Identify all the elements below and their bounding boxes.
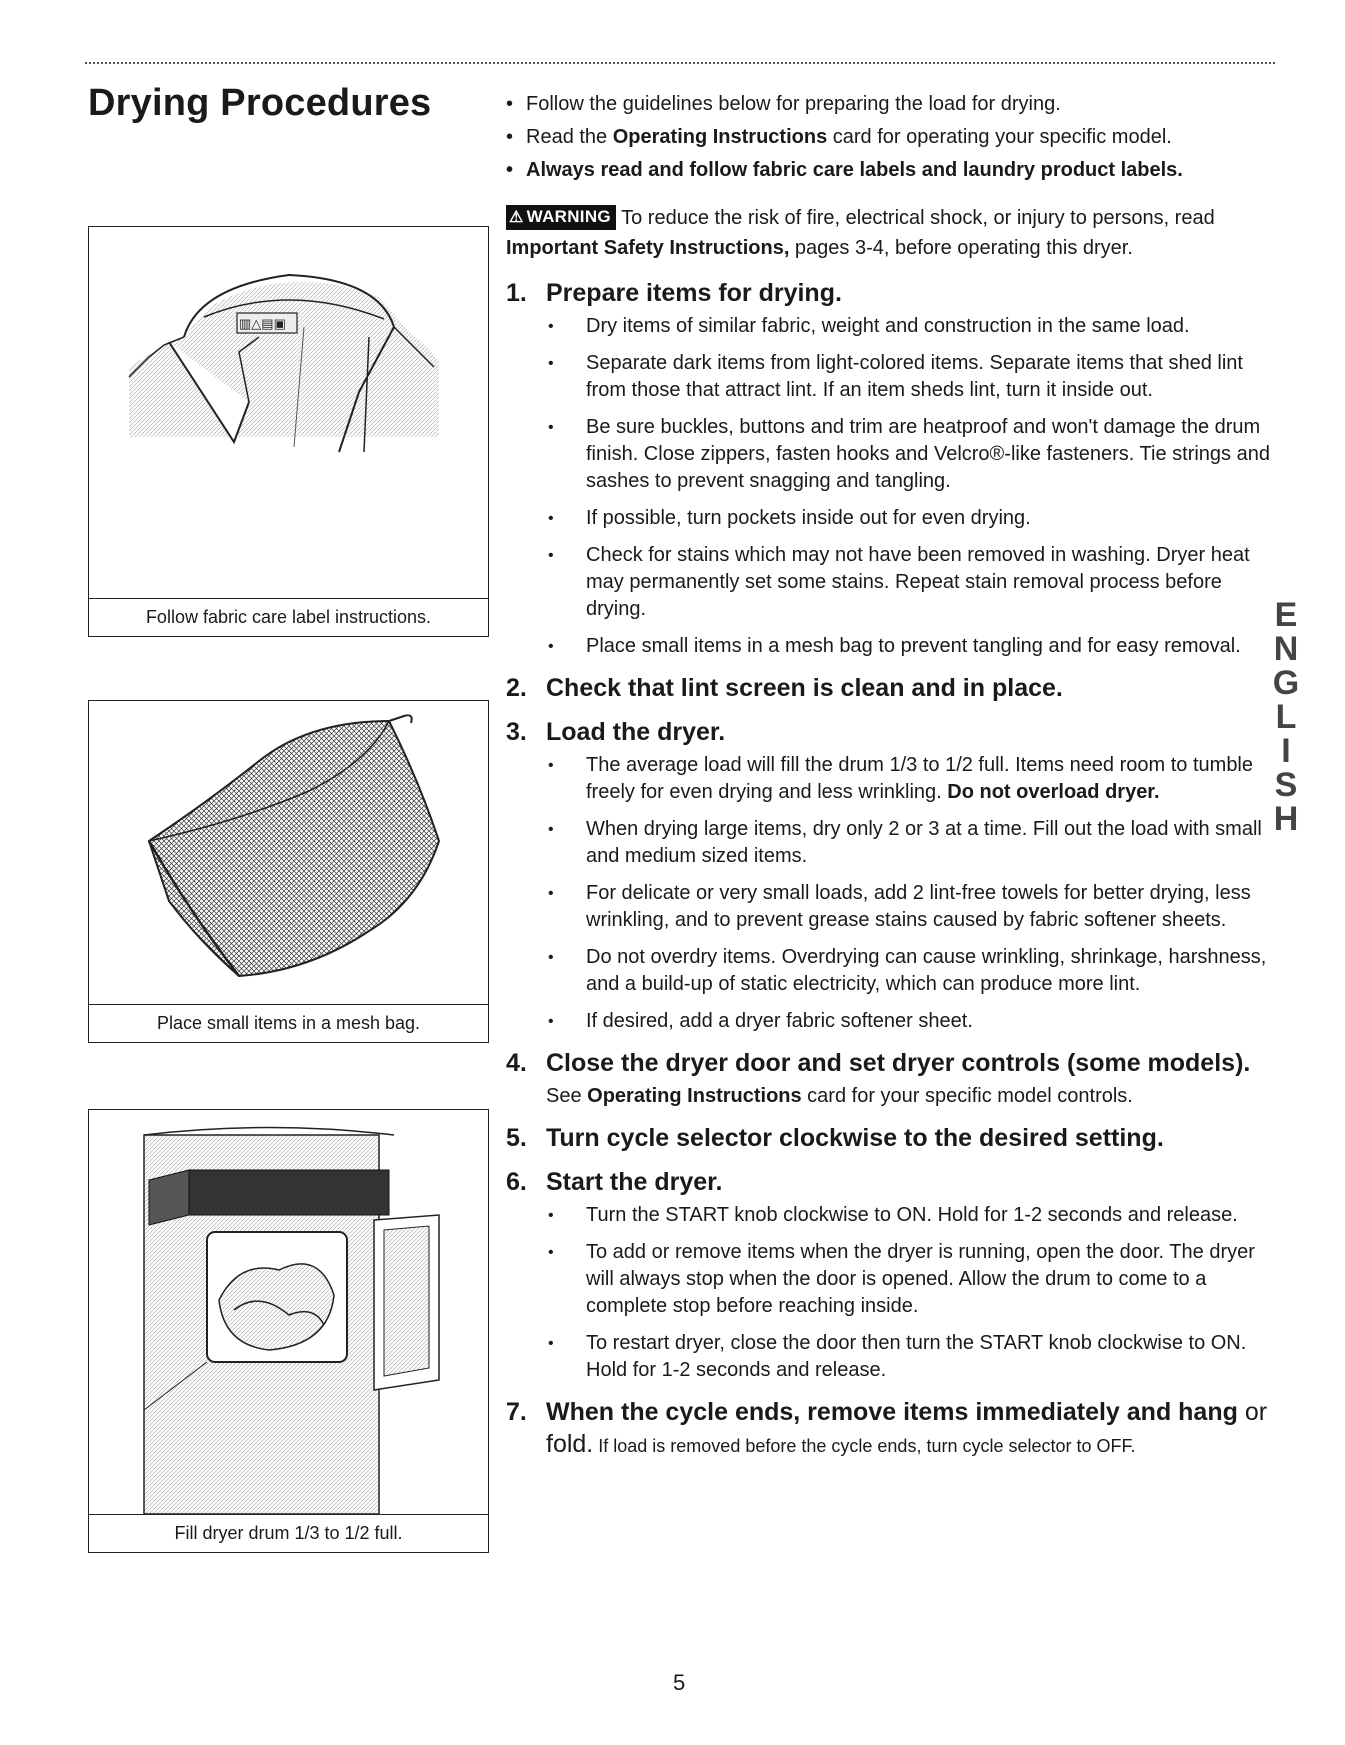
page-number: 5	[673, 1670, 686, 1695]
step-number: 6.	[506, 1168, 527, 1196]
step-4	[506, 1047, 1276, 1110]
list-item: • When drying large items, dry only 2 or 3 at a time. Fill out the load with small and medium sized items.	[546, 816, 1276, 870]
intro-item: • Follow the guidelines below for preparing the load for drying.	[506, 88, 1276, 121]
intro-bold: Operating Instructions	[612, 126, 828, 148]
warning-triangle-icon: ⚠	[509, 209, 524, 226]
list-item: • Separate dark items from light-colored items. Separate items that shed lint from those that attract lint. If an item sheds lint, turn it inside out.	[546, 350, 1276, 404]
step-title: Turn cycle selector clockwise to the desired setting.	[546, 1124, 1164, 1152]
step-number: 1.	[506, 279, 527, 307]
step-bullets	[546, 752, 1276, 1035]
step-2	[506, 672, 1276, 704]
step-6	[506, 1166, 1276, 1384]
figure-caption: Fill dryer drum 1/3 to 1/2 full.	[174, 1523, 403, 1543]
step-3	[506, 716, 1276, 1035]
warning-bold: Important Safety Instructions,	[506, 237, 790, 259]
list-item: • Place small items in a mesh bag to prevent tangling and for easy removal.	[546, 633, 1276, 660]
list-item: • Do not overdry items. Overdrying can cause wrinkling, shrinkage, harshness, and a build-up of static electricity, which can produce more lint.	[546, 944, 1276, 998]
intro-item	[506, 121, 1276, 154]
list-item: • If possible, turn pockets inside out for even drying.	[546, 505, 1276, 532]
list-item: • To add or remove items when the dryer is running, open the door. The dryer will always stop when the door is opened. Allow the drum to come to a complete stop before reaching inside.	[546, 1239, 1276, 1320]
step-note-text: See	[546, 1085, 588, 1107]
mesh-bag-icon	[89, 701, 488, 1004]
list-item: • Be sure buckles, buttons and trim are heatproof and won't damage the drum finish. Close zippers, fasten hooks and Velcro®-like fasteners. Tie strings and sashes to prevent snagging and tangling.	[546, 414, 1276, 495]
step-title: Load the dryer.	[546, 718, 726, 746]
intro-item: • Always read and follow fabric care labels and laundry product labels.	[506, 154, 1276, 187]
language-side-tab: ENGLISH	[1267, 596, 1305, 834]
warning-badge-label: WARNING	[526, 207, 611, 226]
steps-list	[506, 277, 1276, 1462]
mesh-bag-illustration	[89, 701, 488, 1005]
step-bullets	[546, 1202, 1276, 1384]
step-bullets	[546, 313, 1276, 660]
shirt-collar-icon	[89, 227, 488, 598]
list-item-bold: Do not overload dryer.	[947, 781, 1160, 803]
figure-caption: Follow fabric care label instructions.	[145, 607, 432, 627]
figure-care-label	[88, 226, 489, 637]
list-item-text: The average load will fill the drum 1/3 to 1/2 full. Items need room to tumble freely for even drying and less wrinkling.	[586, 754, 1254, 803]
list-item: • Check for stains which may not have been removed in washing. Dryer heat may permanently set some stains. Repeat stain removal process before drying.	[546, 542, 1276, 623]
dryer-icon	[89, 1110, 488, 1514]
step-1	[506, 277, 1276, 660]
step-note-text: card for your specific model controls.	[801, 1085, 1133, 1107]
list-item: • To restart dryer, close the door then turn the START knob clockwise to ON. Hold for 1-2 seconds and release.	[546, 1330, 1276, 1384]
step-5	[506, 1122, 1276, 1154]
step-title-bold: When the cycle ends, remove items immediately and hang	[546, 1398, 1238, 1426]
list-item: • If desired, add a dryer fabric softener sheet.	[546, 1008, 1276, 1035]
step-note	[546, 1083, 1276, 1110]
step-number: 7.	[506, 1398, 527, 1426]
step-title-note: If load is removed before the cycle ends, turn cycle selector to OFF.	[593, 1436, 1136, 1456]
step-number: 3.	[506, 718, 527, 746]
dryer-illustration	[89, 1110, 488, 1515]
main-text-column	[506, 88, 1276, 1474]
figure-dryer	[88, 1109, 489, 1553]
list-item	[546, 752, 1276, 806]
step-title-light: or fold.	[546, 1398, 1268, 1458]
list-item: • Dry items of similar fabric, weight and construction in the same load.	[546, 313, 1276, 340]
step-title: Check that lint screen is clean and in place.	[546, 674, 1063, 702]
step-title: Prepare items for drying.	[546, 279, 842, 307]
intro-text: Read the	[526, 126, 613, 148]
step-title	[546, 1396, 1276, 1462]
step-7	[506, 1396, 1276, 1462]
warning-badge	[506, 205, 616, 230]
shirt-collar-illustration	[89, 227, 488, 599]
warning-text: pages 3-4, before operating this dryer.	[789, 237, 1133, 259]
svg-text:▥△▤▣: ▥△▤▣	[239, 316, 286, 331]
step-title: Close the dryer door and set dryer controls (some models).	[546, 1049, 1251, 1077]
warning-notice	[506, 203, 1276, 263]
step-title: Start the dryer.	[546, 1168, 723, 1196]
intro-list	[506, 88, 1276, 187]
intro-text: card for operating your specific model.	[827, 126, 1172, 148]
step-note-bold: Operating Instructions	[587, 1085, 802, 1107]
warning-text: To reduce the risk of fire, electrical shock, or injury to persons, read	[615, 207, 1215, 229]
step-number: 2.	[506, 674, 527, 702]
step-number: 4.	[506, 1049, 527, 1077]
figure-mesh-bag	[88, 700, 489, 1043]
figure-caption: Place small items in a mesh bag.	[156, 1013, 421, 1033]
list-item: • For delicate or very small loads, add 2 lint-free towels for better drying, less wrinkling, and to prevent grease stains caused by fabric softener sheets.	[546, 880, 1276, 934]
list-item: • Turn the START knob clockwise to ON. Hold for 1-2 seconds and release.	[546, 1202, 1276, 1229]
step-number: 5.	[506, 1124, 527, 1152]
top-rule	[85, 62, 1275, 64]
page-title: Drying Procedures	[88, 82, 432, 124]
